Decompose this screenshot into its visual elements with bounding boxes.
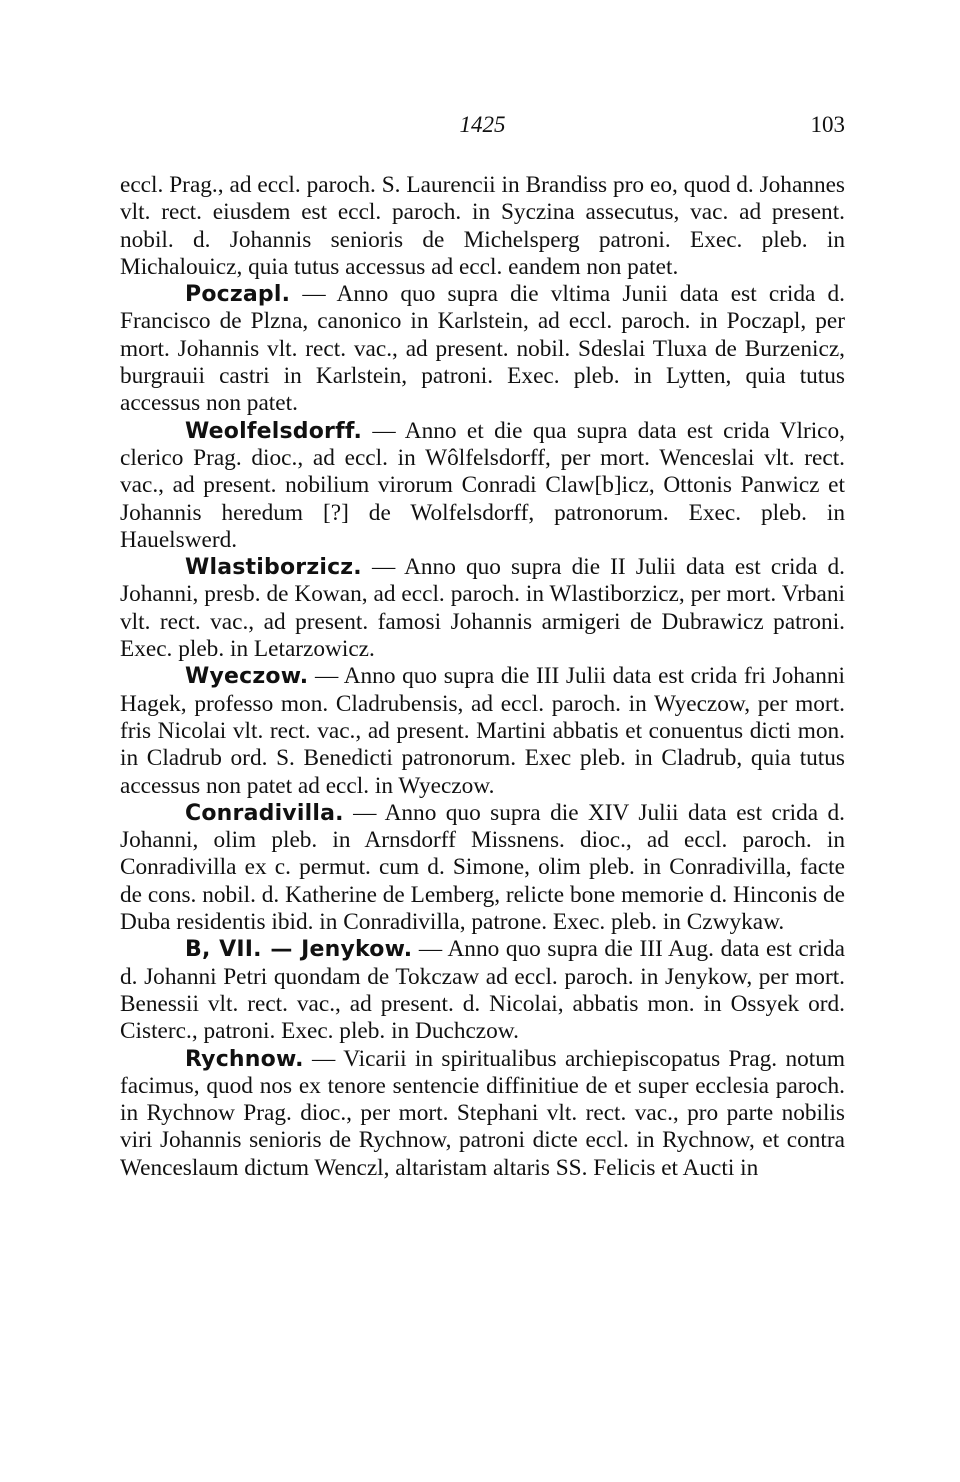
entry-heading: Weolfelsdorff. <box>185 418 362 444</box>
entry-wlastiborzicz <box>120 554 845 663</box>
entry-conradivilla <box>120 800 845 936</box>
entry-text: — Anno quo supra die XIV Julii data est crida d. Johanni, olim pleb. in Arnsdorff Missnens. dioc., ad eccl. paroch. in Conradivilla ex c. permut. cum d. Simone, olim pleb. in Conradivilla, facte de cons. nobil. d. Katherine de Lemberg, relicte bone memorie d. Hinconis de Duba residentis ibid. in Conradivilla, patrone. Exec. pleb. in Czwykaw. <box>120 799 845 936</box>
text-body <box>120 172 845 1182</box>
entry-text: — Anno quo supra die III Julii data est crida fri Johanni Hagek, professo mon. Cladrubensis, ad eccl. paroch. in Wyeczow, per mort. fris Nicolai vlt. rect. vac., ad present. Martini abbatis et conuentus dicti mon. in Cladrub ord. S. Benedicti patronorum. Exec pleb. in Cladrub, quia tutus accessus non patet ad eccl. in Wyeczow. <box>120 663 845 799</box>
entry-text: — Vicarii in spiritualibus archiepiscopatus Prag. notum facimus, quod nos ex tenore sentencie diffinitiue de et super ecclesia paroch. in Rychnow Prag. dioc., per mort. Stephani vlt. rect. vac., pro parte nobilis viri Johannis senioris de Rychnow, patroni dicte eccl. in Rychnow, et contra Wenceslaum dictum Wenczl, altaristam altaris SS. Felicis et Aucti in <box>120 1045 845 1181</box>
entry-wyeczow <box>120 663 845 799</box>
page-number: 103 <box>810 112 845 137</box>
entry-jenykow <box>120 936 845 1045</box>
running-header <box>120 112 845 142</box>
entry-heading: Wlastiborzicz. <box>185 555 362 581</box>
entry-heading: B, VII. — Jenykow. <box>185 937 413 963</box>
entry-text: — Anno quo supra die III Aug. data est crida d. Johanni Petri quondam de Tokczaw ad eccl. paroch. in Jenykow, per mort. Benessii vlt. rect. vac., ad present. d. Nicolai, abbatis mon. in Ossyek ord. Cisterc., patroni. Exec. pleb. in Duchczow. <box>120 936 845 1045</box>
entry-rychnow <box>120 1046 845 1182</box>
entry-heading: Wyeczow. <box>185 664 309 690</box>
entry-heading: Poczapl. <box>185 282 291 308</box>
entry-heading: Conradivilla. <box>185 800 344 826</box>
entry-text: — Anno quo supra die vltima Junii data est crida d. Francisco de Plzna, canonico in Karlstein, ad eccl. paroch. in Poczapl, per mort. Johannis vlt. rect. vac., ad present. nobil. Sdeslai Tluxa de Burzenicz, burgrauii castri in Karlstein, patroni. Exec. pleb. in Lytten, quia tutus accessus non patet. <box>120 281 845 417</box>
entry-text: — Anno et die qua supra data est crida Vlrico, clerico Prag. dioc., ad eccl. in Wôlfelsdorff, per mort. Wenceslai vlt. rect. vac., ad present. nobilium virorum Conradi Claw[b]icz, Ottonis Panwicz et Johannis heredum [?] de Wolfelsdorff, patronorum. Exec. pleb. in Hauelswerd. <box>120 417 845 553</box>
paragraph-continuation <box>120 172 845 281</box>
entry-weolfelsdorff <box>120 418 845 554</box>
entry-text: — Anno quo supra die II Julii data est crida d. Johanni, presb. de Kowan, ad eccl. paroch. in Wlastiborzicz, per mort. Vrbani vlt. rect. vac., ad present. famosi Johannis armigeri de Dubrawicz patroni. Exec. pleb. in Letarzowicz. <box>120 554 845 663</box>
paragraph-text: eccl. Prag., ad eccl. paroch. S. Laurencii in Brandiss pro eo, quod d. Johannes vlt. rect. eiusdem est eccl. paroch. in Syczina assecutus, vac. ad present. nobil. d. Johannis senioris de Michelsperg patroni. Exec. pleb. in Michalouicz, quia tutus accessus ad eccl. eandem non patet. <box>120 172 845 280</box>
entry-poczapl <box>120 281 845 417</box>
entry-heading: Rychnow. <box>185 1046 304 1072</box>
running-title-year: 1425 <box>459 112 506 137</box>
